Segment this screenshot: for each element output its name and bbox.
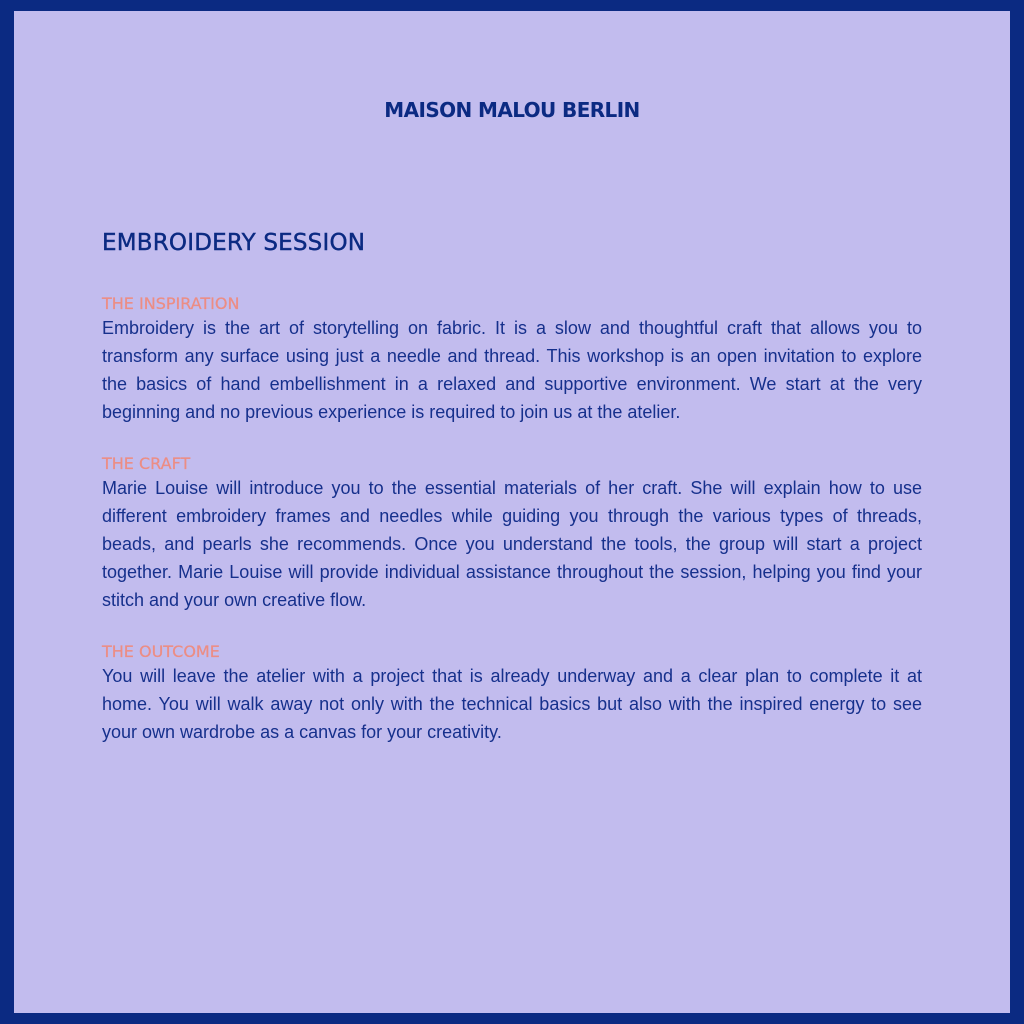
section-craft <box>102 454 922 614</box>
section-body: You will leave the atelier with a project that is already underway and a clear plan to complete it at home. You will walk away not only with the technical basics but also with the inspired energy to see your own wardrobe as a canvas for your creativity. <box>102 666 922 742</box>
page-panel <box>14 11 1010 1013</box>
section-heading: THE CRAFT <box>102 454 191 473</box>
section-outcome <box>102 642 922 746</box>
page-title: EMBROIDERY SESSION <box>102 230 366 256</box>
section-body: Marie Louise will introduce you to the essential materials of her craft. She will explain how to use different embroidery frames and needles while guiding you through the various types of threads, beads, and pearls she recommends. Once you understand the tools, the group will start a project together. Marie Louise will provide individual assistance throughout the session, helping you find your stitch and your own creative flow. <box>102 478 922 610</box>
section-inspiration <box>102 294 922 426</box>
brand-name: MAISON MALOU BERLIN <box>384 98 640 122</box>
section-body: Embroidery is the art of storytelling on fabric. It is a slow and thoughtful craft that allows you to transform any surface using just a needle and thread. This workshop is an open invitation to explore the basics of hand embellishment in a relaxed and supportive environment. We start at the very beginning and no previous experience is required to join us at the atelier. <box>102 318 922 422</box>
section-heading: THE OUTCOME <box>102 642 220 661</box>
content <box>102 230 922 774</box>
section-heading: THE INSPIRATION <box>102 294 240 313</box>
